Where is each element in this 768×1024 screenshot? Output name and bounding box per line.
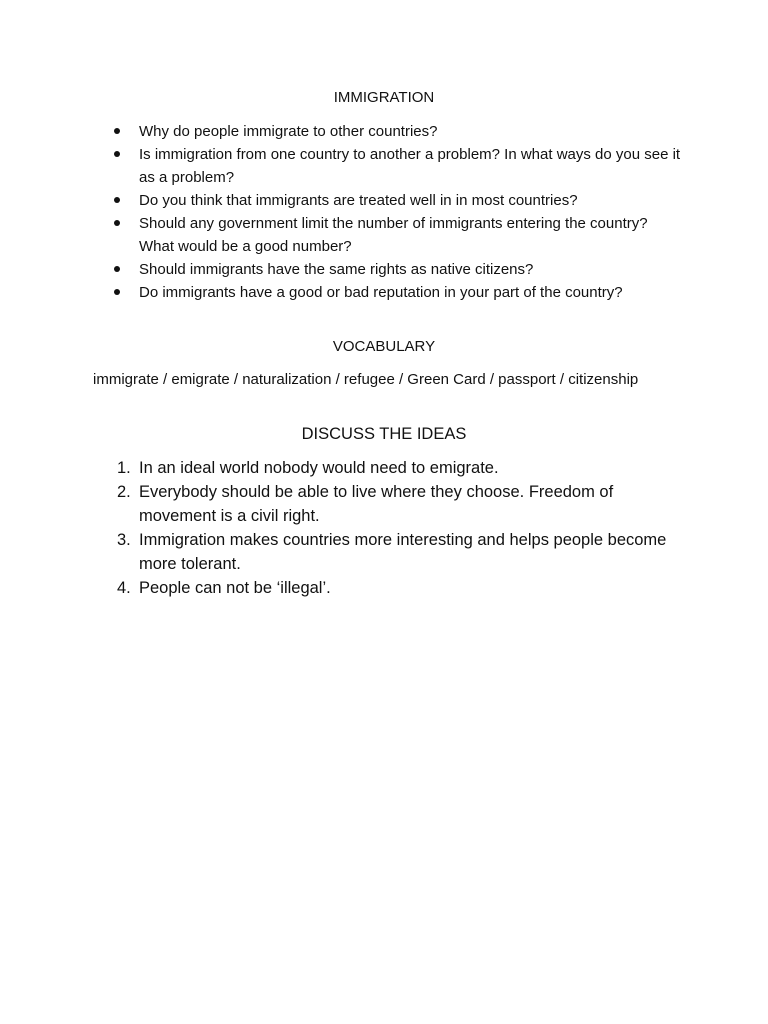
vocabulary-heading: VOCABULARY <box>332 338 436 355</box>
question-text: Why do people immigrate to other countries? <box>139 123 438 140</box>
question-text: Do immigrants have a good or bad reputation in your part of the country? <box>139 284 623 301</box>
list-item <box>94 528 684 576</box>
list-item <box>94 258 684 281</box>
bullet-icon <box>114 151 120 157</box>
bullet-icon <box>114 289 120 295</box>
discussion-text: In an ideal world nobody would need to emigrate. <box>139 459 499 477</box>
list-item <box>94 143 684 189</box>
item-number: 1. <box>117 459 131 477</box>
question-text: Should immigrants have the same rights as native citizens? <box>139 261 534 278</box>
item-number: 4. <box>117 579 131 597</box>
list-item <box>94 212 684 258</box>
list-item <box>94 281 684 304</box>
question-list <box>94 120 684 304</box>
list-item <box>94 189 684 212</box>
list-item <box>94 456 684 480</box>
item-number: 2. <box>117 483 131 501</box>
page-title: IMMIGRATION <box>333 89 435 106</box>
discussion-list <box>94 456 684 600</box>
question-text: Should any government limit the number of immigrants entering the country? What would be a good number? <box>139 215 648 255</box>
list-item <box>94 480 684 528</box>
item-number: 3. <box>117 531 131 549</box>
bullet-icon <box>114 128 120 134</box>
discuss-heading: DISCUSS THE IDEAS <box>301 425 467 443</box>
question-text: Is immigration from one country to another a problem? In what ways do you see it as a problem? <box>139 146 681 186</box>
discussion-text: Everybody should be able to live where they choose. Freedom of movement is a civil right. <box>139 483 614 525</box>
bullet-icon <box>114 266 120 272</box>
bullet-icon <box>114 220 120 226</box>
discussion-text: Immigration makes countries more interesting and helps people become more tolerant. <box>139 531 667 573</box>
discussion-text: People can not be ‘illegal’. <box>139 579 331 597</box>
list-item <box>94 120 684 143</box>
question-text: Do you think that immigrants are treated well in in most countries? <box>139 192 578 209</box>
bullet-icon <box>114 197 120 203</box>
list-item <box>94 576 684 600</box>
vocabulary-words: immigrate / emigrate / naturalization / refugee / Green Card / passport / citizenship <box>93 371 639 388</box>
